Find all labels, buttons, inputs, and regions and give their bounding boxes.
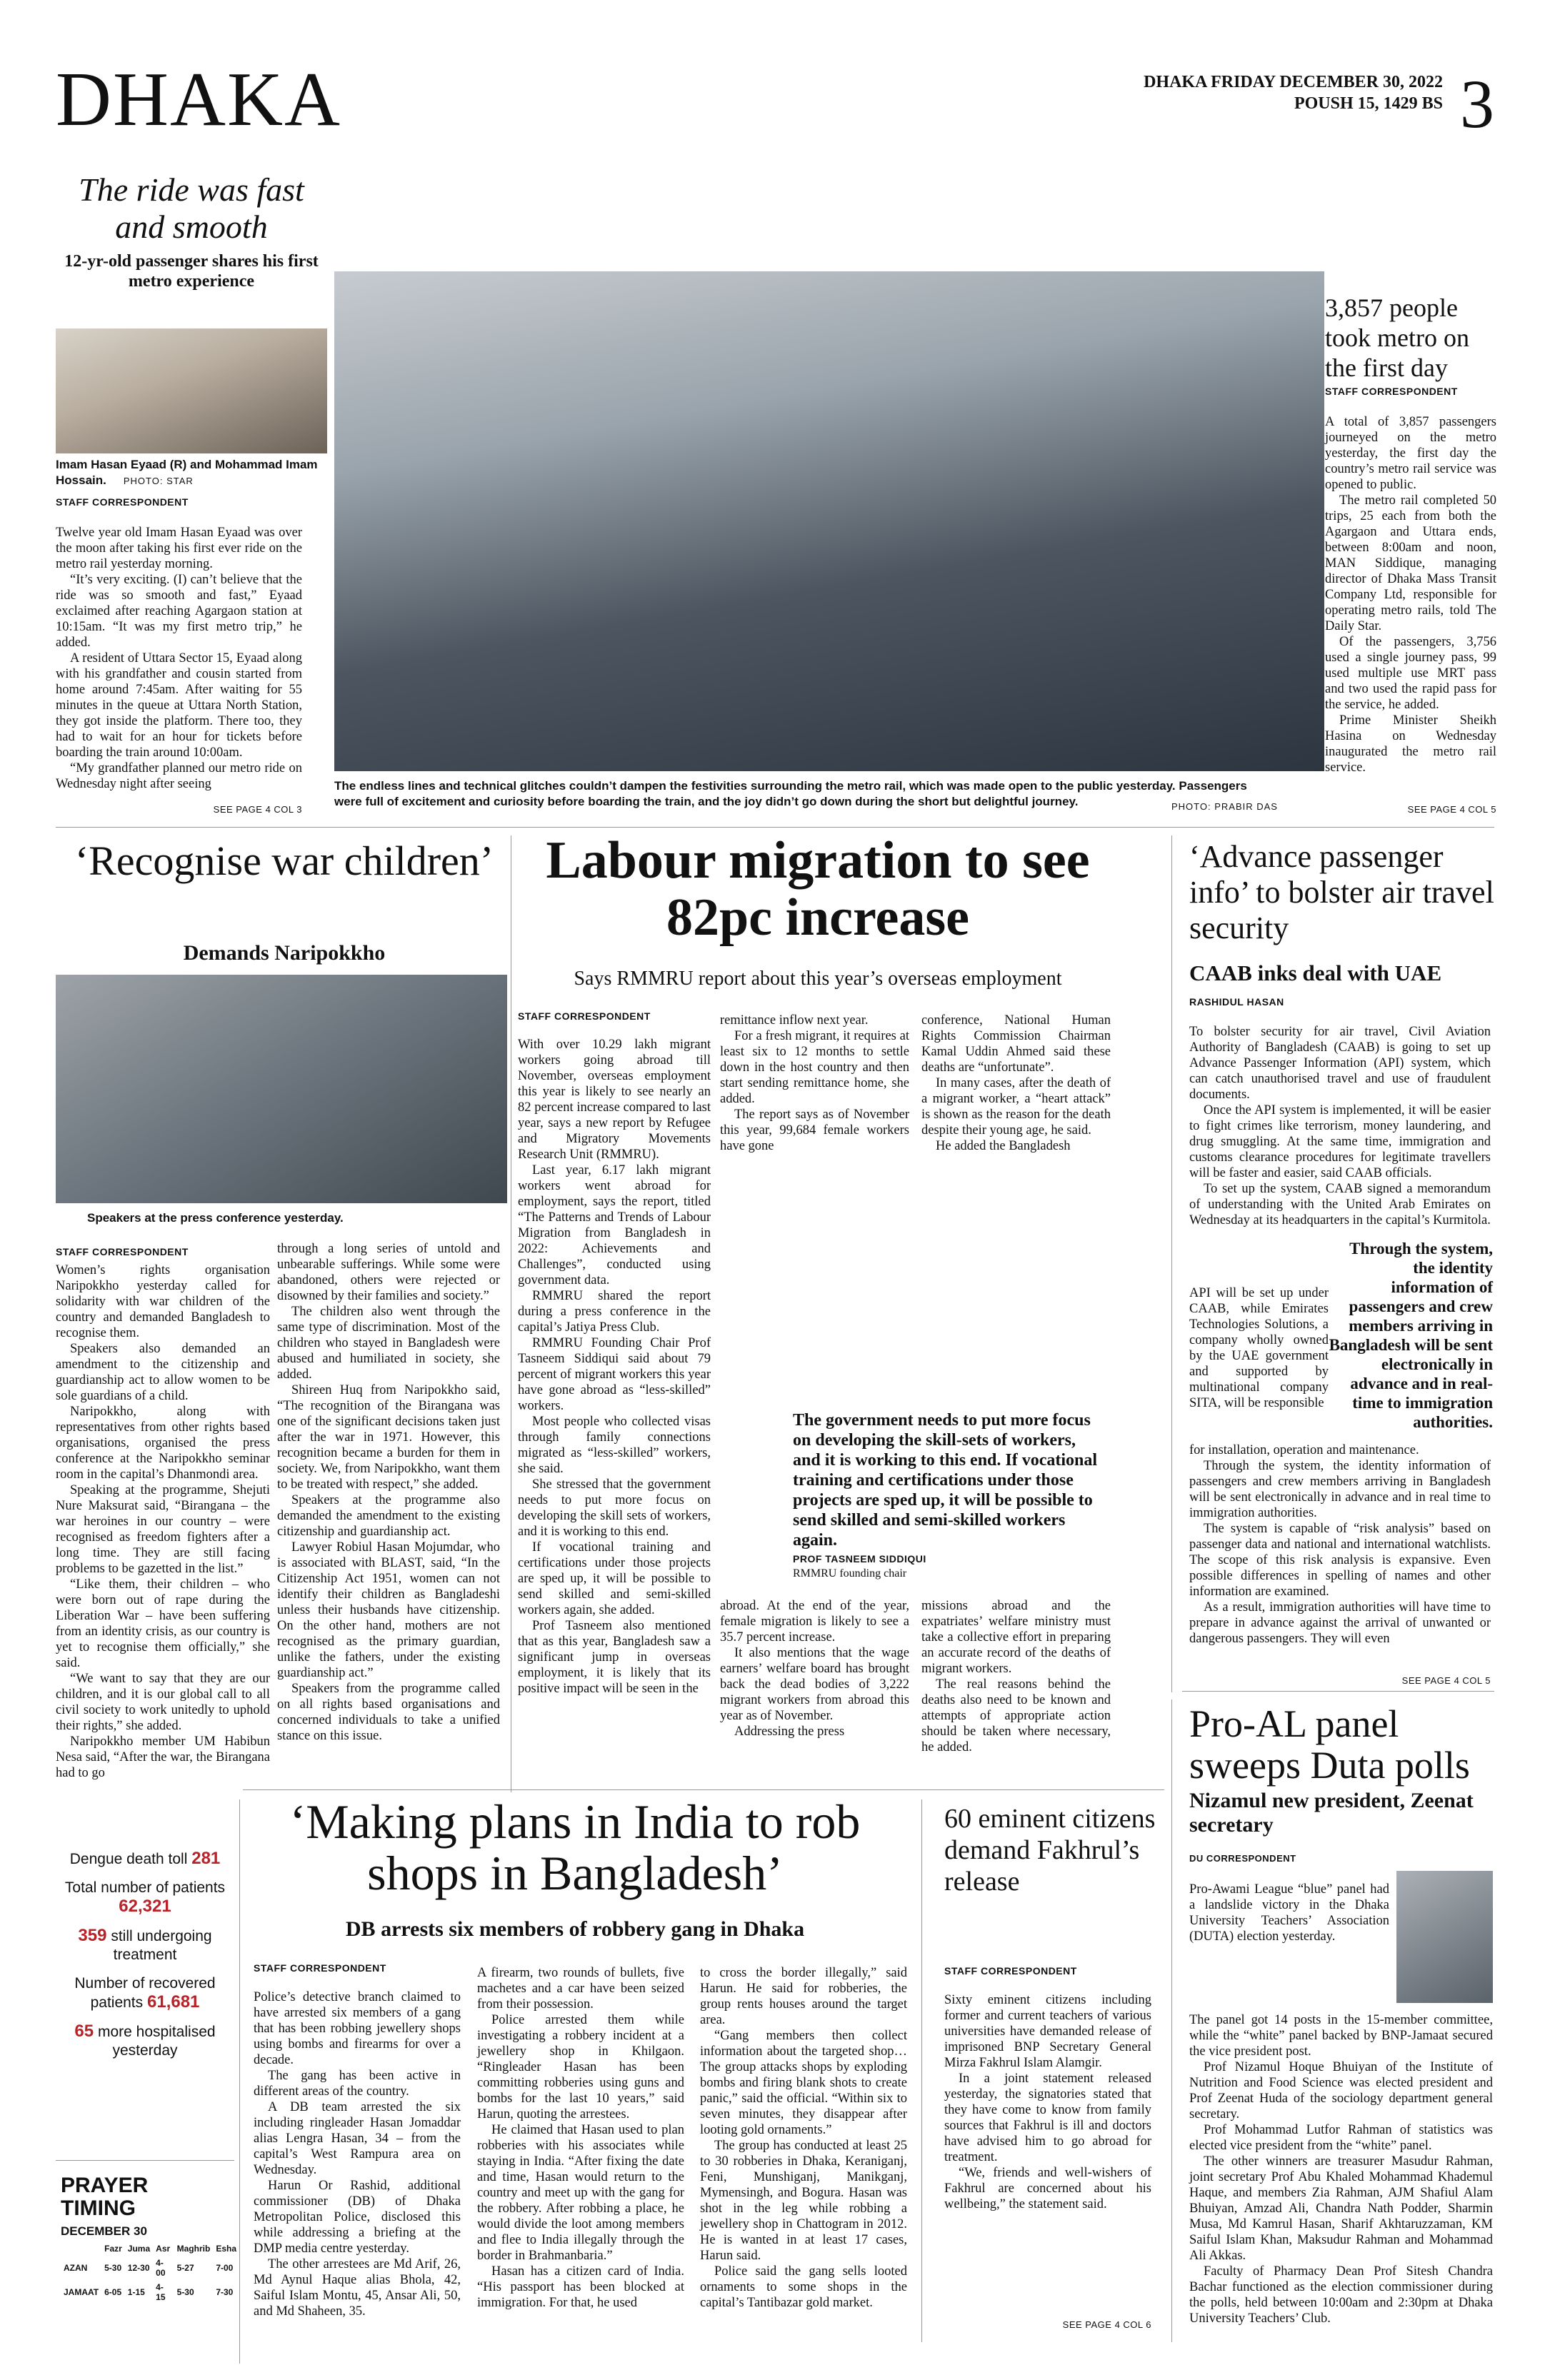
war-p12: Lawyer Robiul Hasan Mojumdar, who is associated with BLAST, said, “In the Citizenship Act 1951, women can not identify their children as Bangladeshi unless their husbands have citizenship. On the other hand, mothers are not recognised as the primary guardian, unlike the fathers, under the existing guardianship act.” [277,1540,500,1680]
fakhrul-byline: STAFF CORRESPONDENT [944,1965,1077,1977]
prayer-cell: 12-30 [127,2263,150,2273]
labour-col3 [921,1013,1111,1154]
labour-p19: The real reasons behind the deaths also need to be known and attempts of appropriate action should be taken where necessary, he added. [921,1677,1111,1754]
labour-p2: Last year, 6.17 lakh migrant workers went abroad for employment, says the report, titled “The Patterns and Trends of Labour Migration from Bangladesh in 2022: Achievements and Challenges”, conducted using government data. [518,1163,711,1287]
labour-quote-title: RMMRU founding chair [793,1567,907,1580]
child-photo [56,328,327,453]
labour-col2 [720,1013,909,1154]
dengue-total-value: 62,321 [119,1897,171,1916]
prayer-azan-row [61,2256,239,2280]
prayer-header-cell [61,2241,101,2256]
bangla-date-text: POUSH 15, 1429 BS [1294,94,1443,113]
divider-right [1171,835,1172,1692]
api-p8: As a result, immigration authorities will have time to prepare in advance against the arrival of unwanted or dangerous passengers. They will even [1189,1600,1491,1646]
duta-president-photo [1396,1871,1493,2003]
war-p9: The children also went through the same type of discrimination. Most of the children who stayed in Bangladesh were abused and humiliated in society, she added. [277,1305,500,1382]
labour-p6: She stressed that the government needs to put more focus on developing the skill sets of workers, and it is working to this end. [518,1477,711,1539]
robbery-p4: Harun Or Rashid, additional commissioner (DB) of Dhaka Metropolitan Police, disclosed this while addressing a briefing at the DMP media centre yesterday. [254,2179,461,2256]
labour-p8: Prof Tasneem also mentioned that as this year, Bangladesh saw a significant jump in overseas employment, it is likely that its positive impact will be seen in the [518,1619,711,1696]
robbery-p3: A DB team arrested the six including ringleader Hasan Jomaddar alias Lengra Hasan, 34 – from the capital’s West Rampura area on Wednesday. [254,2100,461,2177]
api-body-narrow [1189,1285,1329,1411]
robbery-p2: The gang has been active in different areas of the country. [254,2069,461,2099]
labour-p1: With over 10.29 lakh migrant workers going abroad till November, overseas employment this year is likely to see nearly an 82 percent increase compared to last year, says a new report by Refugee and Migratory Movements Research Unit (RMMRU). [518,1038,711,1162]
metro-count-body [1325,414,1496,775]
robbery-p13: Police said the gang sells looted ornaments to some shops in the capital’s Tantibazar gold market. [700,2264,907,2310]
labour-p17: Addressing the press [734,1724,845,1739]
prayer-cell: 5-30 [176,2287,194,2297]
war-p3: Naripokkho, along with representatives from other rights based organisations, organised the press conference at the Naripokkho seminar room in the capital’s Dhanmondi area. [56,1405,270,1482]
robbery-col1 [254,1989,461,2319]
metro-child-p2: “It’s very exciting. (I) can’t believe that the ride was so smooth and fast,” Eyaad exclaimed after reaching Agargaon station at 10:15am. “It was my first metro trip,” he added. [56,573,302,650]
metro-count-p2: The metro rail completed 50 trips, 25 each from both the Agargaon and Uttara ends, between 8:00am and noon, MAN Siddique, managing director of Dhaka Mass Transit Company Ltd, responsible for operating metro rails, told The Daily Star. [1325,493,1496,633]
section-masthead: DHAKA [56,57,341,142]
fakhrul-p1: Sixty eminent citizens including former and current teachers of various universities have demanded release of imprisoned BNP Secretary General Mirza Fakhrul Islam Alamgir. [944,1993,1151,2070]
metro-child-body [56,525,302,792]
labour-pull-quote: The government needs to put more focus on developing the skill-sets of workers, and it is working to this end. If vocational training and certifications under those projects are sped up, it will be possible to send skilled and semi-skilled workers again. [793,1411,1098,1550]
labour-p12: conference, National Human Rights Commission Chairman Kamal Uddin Ahmed said these deaths are “unfortunate”. [921,1013,1111,1075]
prayer-table [61,2241,239,2304]
robbery-p8: He claimed that Hasan used to plan robberies with his associates while staying in India. “After fixing the date and time, Hasan would return to the country and meet up with the gang for the robbery. After robbing a place, he would divide the loot among members and flee to India illegally through the border in Brahmanbaria.” [477,2123,684,2263]
duta-subhead: Nizamul new president, Zeenat secretary [1189,1789,1474,1837]
metro-main-credit: PHOTO: PRABIR DAS [1171,801,1278,812]
labour-p14: He added the Bangladesh [936,1139,1071,1153]
duta-p3: Prof Nizamul Hoque Bhuiyan of the Institute of Nutrition and Food Science was elected president and Prof Zeenat Huda of the sociology department general secretary. [1189,2060,1493,2122]
war-p2: Speakers also demanded an amendment to the citizenship and guardianship act to allow women to be sole guardians of a child. [56,1342,270,1403]
robbery-col2 [477,1965,684,2311]
api-body-1 [1189,1024,1491,1228]
war-p7: Naripokkho member UM Habibun Nesa said, “After the war, the Birangana had to go [56,1734,270,1780]
dengue-under-treatment [56,1927,234,1964]
labour-subhead: Says RMMRU report about this year’s overseas employment [574,968,1062,990]
labour-col2b [720,1598,909,1739]
dengue-deaths-label: Dengue death toll [69,1851,188,1867]
api-p7: The system is capable of “risk analysis” based on passenger data and national and international watchlists. The scope of this risk analysis is expansive. Even possible differences in spelling of names and other information are examined. [1189,1522,1491,1599]
war-children-subhead: Demands Naripokkho [183,941,386,965]
duta-p6: Faculty of Pharmacy Dean Prof Sitesh Chandra Bachar functioned as the election commissioner during the polls, held between 10:00am and 2:30pm at Dhaka University Teachers’ Club. [1189,2264,1493,2326]
labour-col1 [518,1037,711,1697]
war-children-caption: Speakers at the press conference yesterday. [87,1211,344,1225]
war-p4: Speaking at the programme, Shejuti Nure Maksurat said, “Birangana – the war heroines in our country – were recognised as freedom fighters after a long time. They are still facing problems to be gazetted in the list.” [56,1483,270,1576]
duta-p2: The panel got 14 posts in the 15-member committee, while the “white” panel backed by BNP-Jamaat secured the vice president post. [1189,2013,1493,2059]
robbery-p1: Police’s detective branch claimed to have arrested six members of a gang that has been robbing jewellery shops using bombs and firearms for over a decade. [254,1990,461,2067]
prayer-cell: 6-05 [104,2287,122,2297]
robbery-headline: ‘Making plans in India to rob shops in Bangladesh’ [289,1794,861,1900]
metro-count-byline: STAFF CORRESPONDENT [1325,386,1458,397]
prayer-cell: 4-00 [156,2258,166,2278]
metro-count-jump[interactable]: SEE PAGE 4 COL 5 [1407,804,1496,815]
labour-p18: missions abroad and the expatriates’ welfare ministry must take a collective effort in preparing an accurate record of the deaths of migrant workers. [921,1599,1111,1676]
labour-p5: Most people who collected visas through family connections migrated as “less-skilled” workers, she said. [518,1415,711,1476]
metro-count-p3: Of the passengers, 3,756 used a single journey pass, 99 used multiple use MRT pass and two used the rapid pass for the service, he added. [1325,635,1496,712]
api-pull-quote: Through the system, the identity information of passengers and crew members arriving in Bangladesh will be sent electronically in advance and in real-time to immigration authorities. [1329,1240,1493,1431]
duta-body [1189,2012,1493,2326]
dengue-under-treatment-value: 359 [78,1926,107,1945]
divider-fakhrul [921,1799,922,2342]
robbery-subhead: DB arrests six members of robbery gang in Dhaka [345,1917,805,1941]
labour-p3: RMMRU shared the report during a press conference in the capital’s Jatiya Press Club. [518,1289,711,1335]
api-p3: To set up the system, CAAB signed a memorandum of understanding with the United Arab Emirates on Wednesday at its headquarters in the capital’s Kurmitola. [1189,1182,1491,1227]
robbery-p10: to cross the border illegally,” said Harun. He said for robberies, the group rents houses around the target area. [700,1966,907,2027]
war-p8: through a long series of untold and unbearable sufferings. While some were abandoned, others were rejected or disowned by their families and society.” [277,1242,500,1303]
metro-count-p1: A total of 3,857 passengers journeyed on the metro yesterday, the first day the country’s metro rail service was opened to public. [1325,415,1496,492]
war-p1: Women’s rights organisation Naripokkho yesterday called for solidarity with war children of the country and demanded Bangladesh to recognise them. [56,1263,270,1340]
prayer-jamaat-row [61,2280,239,2304]
dengue-hospitalised-label: more hospitalised yesterday [97,2024,216,2059]
divider-api-duta [1182,1691,1494,1692]
war-p13: Speakers from the programme called on all rights based organisations and concerned individuals to take a unified stance on this issue. [277,1682,500,1743]
metro-child-byline: STAFF CORRESPONDENT [56,496,189,508]
war-children-col1 [56,1262,270,1781]
metro-child-p3: A resident of Uttara Sector 15, Eyaad along with his grandfather and cousin started from home around 7:45am. After waiting for 55 minutes in the queue at Uttara North Station, they got inside the platform. There too, they had to wait for an hour for tickets before boarding the train around 10:00am. [56,651,302,760]
war-children-byline: STAFF CORRESPONDENT [56,1246,189,1257]
api-body-2 [1189,1442,1491,1647]
dengue-under-treatment-label: still undergoing treatment [111,1928,212,1963]
divider-top [56,827,1494,828]
api-p5: for installation, operation and maintenance. [1189,1443,1419,1457]
prayer-title-2: TIMING [61,2196,136,2220]
dengue-recovered-value: 61,681 [147,1992,200,2012]
labour-p4: RMMRU Founding Chair Prof Tasneem Siddiqui said about 79 percent of migrant workers this year have gone abroad as “less-skilled” workers. [518,1336,711,1413]
war-children-headline: ‘Recognise war children’ [74,838,494,884]
robbery-p7: Police arrested them while investigating a robbery incident at a jewellery shop in Khilgaon. “Ringleader Hasan has been committing robberies using guns and bombs for the last 10 years,” said Harun, quoting the arrestees. [477,2013,684,2122]
labour-p10: For a fresh migrant, it requires at least six to 12 months to settle down in the host country and then start sending remittance home, she added. [720,1029,909,1106]
api-p6: Through the system, the identity information of passengers and crew members arriving in Bangladesh will be sent electronically in advance and in real time to immigration authorities. [1189,1459,1491,1520]
duta-p4: Prof Mohammad Lutfor Rahman of statistics was elected vice president from the “white” panel. [1189,2123,1493,2153]
labour-quote-name: PROF TASNEEM SIDDIQUI [793,1553,926,1565]
dengue-deaths-value: 281 [191,1849,221,1868]
child-photo-caption-block [56,457,327,488]
page-number: 3 [1460,66,1494,142]
metro-child-jump[interactable]: SEE PAGE 4 COL 3 [213,804,302,815]
metro-child-p4: “My grandfather planned our metro ride on Wednesday night after seeing [56,761,302,791]
prayer-cell: 5-30 [104,2263,122,2273]
robbery-p9: Hasan has a citizen card of India. “His passport has been blocked at immigration. For that, he used [477,2264,684,2310]
war-p5: “Like them, their children – who were born out of rape during the Liberation War – have been suffering from an identity crisis, as our country is yet to recognise them officially,” she said. [56,1577,270,1670]
robbery-p5: The other arrestees are Md Arif, 26, Md Aynul Haque alias Bhola, 42, Saiful Islam Montu, 45, Ansar Ali, 50, and Md Shaheen, 35. [254,2257,461,2319]
labour-p11: The report says as of November this year, 99,684 female workers have gone [720,1108,909,1153]
duta-p5: The other winners are treasurer Masudur Rahman, joint secretary Prof Abu Khaled Mohammad Khademul Haque, and members Zia Rahman, AJM Shafiul Alam Bhuiyan, Amzad Ali, Chandra Nath Podder, Sharmin Musa, Md Kamrul Hasan, Sharif Akhtaruzzaman, KM Saiful Islam Khan, Maksudur Rahman and Mohammad Ali Akkas. [1189,2154,1493,2263]
labour-p16: It also mentions that the wage earners’ welfare board has brought back the dead bodies of 3,222 migrant workers from abroad this year as of November. [720,1646,909,1723]
dengue-hospitalised-value: 65 [74,2022,94,2041]
prayer-header-cell: Esha [216,2244,236,2254]
war-p10: Shireen Huq from Naripokkho said, “The recognition of the Birangana was one of the significant decisions taken just after the war in 1971. However, this recognition became a burden for them in society. We, from Naripokkho, want them to be treated with respect,” she added. [277,1383,500,1492]
war-children-col2 [277,1241,500,1744]
robbery-byline: STAFF CORRESPONDENT [254,1962,386,1974]
prayer-header-cell: Maghrib [176,2244,211,2254]
dengue-deaths [56,1849,234,1869]
fakhrul-jump[interactable]: SEE PAGE 4 COL 6 [1062,2319,1151,2330]
prayer-header-row [61,2241,239,2256]
api-subhead: CAAB inks deal with UAE [1189,960,1442,985]
dengue-hospitalised [56,2022,234,2060]
duta-headline: Pro-AL panel sweeps Duta polls [1189,1702,1470,1787]
labour-p13: In many cases, after the death of a migrant worker, a “heart attack” is shown as the reason for the death despite their young age, he said. [921,1076,1111,1138]
metro-child-subhead: 12-yr-old passenger shares his first metro experience [64,252,319,291]
fakhrul-body [944,1992,1151,2212]
labour-p7: If vocational training and certifications under those projects are sped up, it will be possible to send skilled and semi-skilled workers again, she added. [518,1540,711,1617]
api-byline: RASHIDUL HASAN [1189,996,1284,1008]
api-p4: API will be set up under CAAB, while Emirates Technologies Solutions, a company wholly owned by the UAE government and supported by multinational company SITA, will be responsible [1189,1286,1329,1410]
dengue-total-label: Total number of patients [64,1879,226,1896]
metro-child-kicker: The ride was fast and smooth [79,171,304,245]
prayer-cell: 7-30 [216,2287,234,2297]
prayer-cell: JAMAAT [64,2287,99,2297]
prayer-cell: 5-27 [176,2263,194,2273]
duta-p1: Pro-Awami League “blue” panel had a landslide victory in the Dhaka University Teachers’ Association (DUTA) election yesterday. [1189,1882,1389,1944]
labour-p15: abroad. At the end of the year, female migration is likely to see a 35.7 percent increase. [720,1599,909,1645]
prayer-title-1: PRAYER [61,2174,149,2197]
fakhrul-headline: 60 eminent citizens demand Fakhrul’s release [944,1804,1156,1897]
dengue-box [56,1849,234,2060]
child-photo-caption: Imam Hasan Eyaad (R) and Mohammad Imam Hossain. [56,458,318,487]
metro-child-p1: Twelve year old Imam Hasan Eyaad was over the moon after taking his first ever ride on the metro rail yesterday morning. [56,526,302,571]
war-children-photo [56,975,507,1203]
prayer-cell: 1-15 [127,2287,145,2297]
api-p2: Once the API system is implemented, it will be easier to fight crimes like terrorism, money laundering, and drug smuggling. At the same time, immigration and customs clearance procedures for legitimate travellers will be faster and easier, said CAAB officials. [1189,1103,1491,1180]
metro-main-caption: The endless lines and technical glitches couldn’t dampen the festivities surrounding the metro rail, which was made open to the public yesterday. Passengers were full of excitement and curiosity before boarding the train, and the joy didn’t go down during the short but delightful journey. [334,779,1247,808]
war-p6: “We want to say that they are our children, and it is our global call to all civil society to work unitedly to uphold their rights,” she added. [56,1672,270,1733]
robbery-p6: A firearm, two rounds of bullets, five machetes and a car have been seized from their possession. [477,1966,684,2012]
metro-count-headline: 3,857 people took metro on the first day [1325,293,1469,382]
metro-main-photo [334,271,1324,771]
robbery-p11: “Gang members then collect information about the targeted shop… The group attacks shops by exploding bombs and firing blank shots to create panic,” said the official. “Within six to seven minutes, they disappear after looting gold ornaments.” [700,2029,907,2137]
dengue-recovered [56,1974,234,2012]
robbery-col3 [700,1965,907,2311]
dengue-total [56,1879,234,1917]
api-headline: ‘Advance passenger info’ to bolster air travel security [1189,839,1494,945]
labour-p9: remittance inflow next year. [720,1013,869,1028]
fakhrul-p3: “We, friends and well-wishers of Fakhrul are concerned about his wellbeing,” the statement said. [944,2166,1151,2211]
divider-sidebar [239,1799,240,2364]
divider-duta [1171,1699,1172,2342]
labour-col3b [921,1598,1111,1755]
duta-body-narrow [1189,1882,1389,1944]
prayer-cell: AZAN [64,2263,88,2273]
fakhrul-p2: In a joint statement released yesterday, the signatories stated that they have come to know from family sources that Fakhrul is ill and doctors have advised him to go abroad for treatment. [944,2072,1151,2164]
api-p1: To bolster security for air travel, Civil Aviation Authority of Bangladesh (CAAB) is going to set up Advance Passenger Information (API) system, which can catch unauthorised travel and use of fraudulent documents. [1189,1025,1491,1102]
date-text: DHAKA FRIDAY DECEMBER 30, 2022 [1144,73,1443,91]
prayer-box [61,2174,239,2304]
api-jump[interactable]: SEE PAGE 4 COL 5 [1401,1675,1491,1686]
metro-count-p4: Prime Minister Sheikh Hasina on Wednesday inaugurated the metro rail service. [1325,713,1496,775]
labour-byline: STAFF CORRESPONDENT [518,1010,651,1022]
dateline [1144,71,1443,114]
prayer-header-cell: Juma [127,2244,151,2254]
prayer-header-cell: Asr [156,2244,171,2254]
robbery-p12: The group has conducted at least 25 to 30 robberies in Dhaka, Keraniganj, Feni, Munshiganj, Manikganj, Mymensingh, and Bogura. Hasan was shot in the leg while robbing a jewellery shop in Chattogram in 2012. He is wanted in at least 17 cases, Harun said. [700,2139,907,2263]
duta-byline: DU CORRESPONDENT [1189,1853,1296,1864]
prayer-cell: 7-00 [216,2263,234,2273]
dengue-recovered-label: Number of recovered patients [74,1975,216,2011]
divider-mid [243,1789,1164,1790]
war-p11: Speakers at the programme also demanded the amendment to the existing citizenship and guardianship act. [277,1493,500,1539]
labour-headline: Labour migration to see 82pc increase [546,831,1090,947]
divider-dengue-prayer [56,2160,234,2161]
prayer-header-cell: Fazr [104,2244,122,2254]
prayer-date: DECEMBER 30 [61,2224,147,2238]
child-photo-credit: PHOTO: STAR [123,476,194,486]
prayer-cell: 4-15 [156,2282,166,2302]
